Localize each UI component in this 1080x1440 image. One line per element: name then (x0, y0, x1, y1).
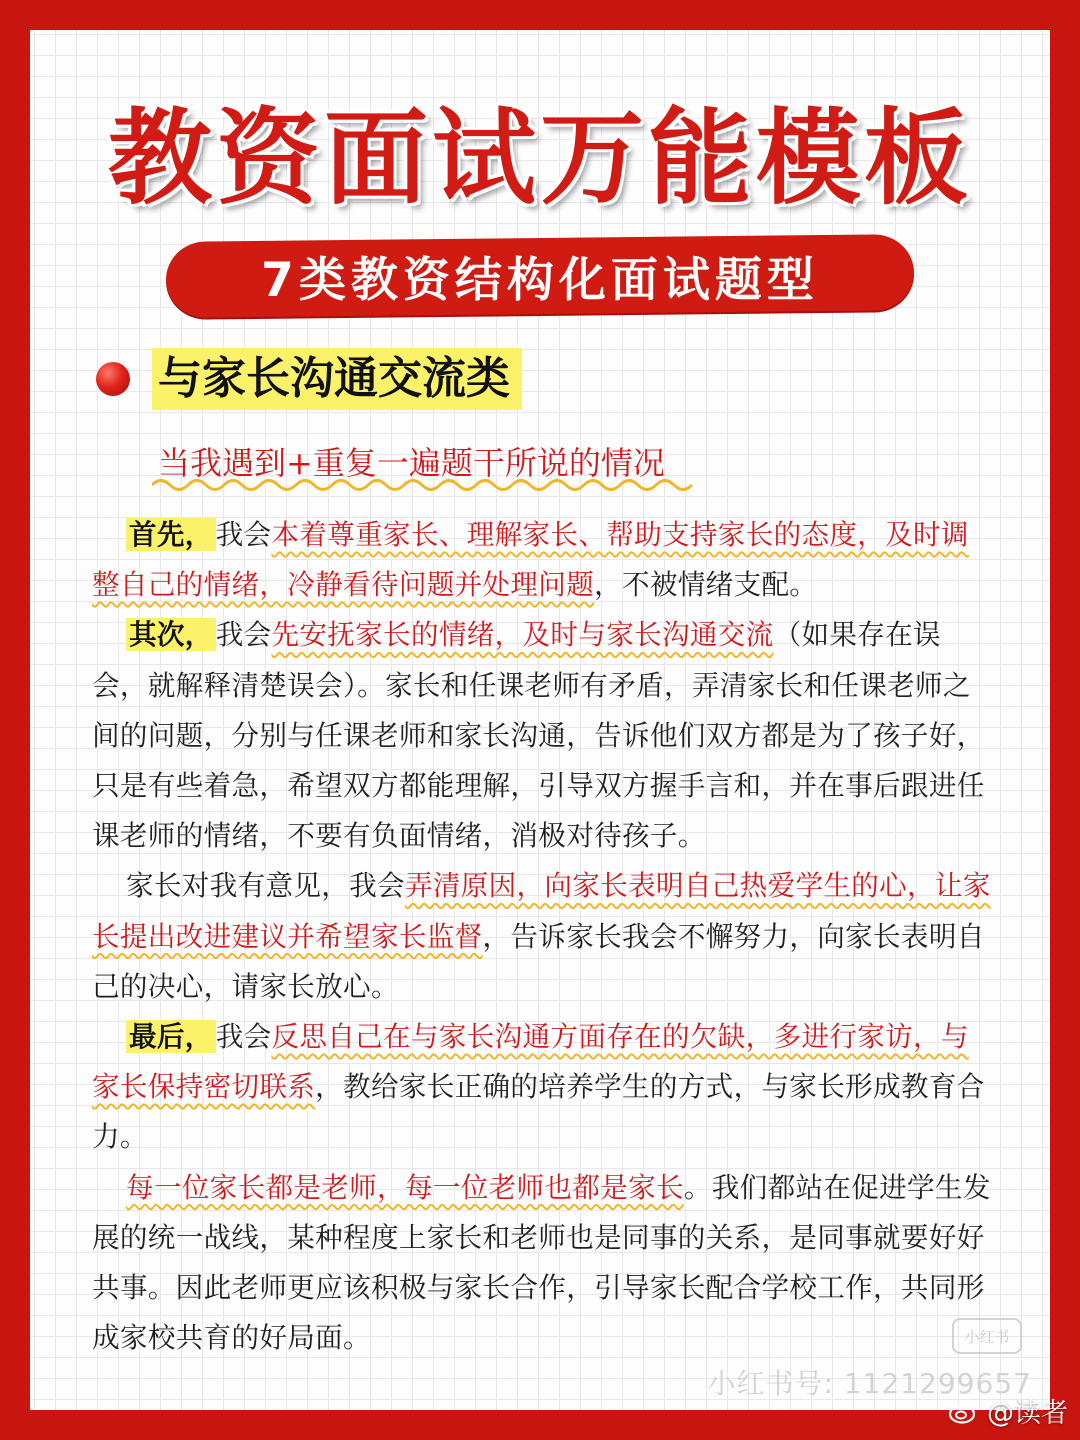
text: ，告诉家长我会不懈努力，向家长表明自己的决心，请家长放心。 (92, 919, 985, 1003)
text: 。我们都站在促进学生发展的统一战线，某种程度上家长和老师也是同事的关系，是同事就要好好共事。因此老师更应该积极与家长合作，引导家长配合学校工作，共同形成家校共育的好局面。 (92, 1170, 991, 1355)
weibo-icon (949, 1398, 981, 1424)
highlighted-text: 每一位家长都是老师，每一位老师也都是家长 (126, 1170, 684, 1204)
paragraph-closing (92, 1163, 992, 1364)
weibo-watermark (949, 1391, 1068, 1430)
text: 我会 (215, 1020, 272, 1054)
subheading: 当我遇到+重复一遍题干所说的情况 (158, 444, 665, 482)
section-heading: 与家长沟通交流类 (152, 348, 522, 410)
text: 家长对我有意见，我会 (126, 869, 405, 903)
red-dot-icon (96, 362, 130, 396)
xiaohongshu-id-watermark: 小红书号: 1121299657 (707, 1367, 1032, 1400)
text: （如果存在误会，就解释清楚误会）。家长和任课老师有矛盾，弄清家长和任课老师之间的问题，分别与任课老师和家长沟通，告诉他们双方都是为了孩子好，只是有些着急，希望双方都能理解，引导双方握手言和，并在事后跟进任课老师的情绪，不要有负面情绪，消极对待孩子。 (92, 618, 985, 853)
highlighted-text: 反思自己在与家长沟通方面存在的欠缺，多进行家访，与家长保持密切联系 (92, 1020, 969, 1104)
body-text (92, 510, 992, 1363)
paragraph-third (92, 861, 992, 1012)
wavy-underline-icon (152, 476, 697, 494)
poster-title: 教资面试万能模板 (107, 97, 972, 219)
banner-label: 7类教资结构化面试题型 (261, 252, 819, 308)
xiaohongshu-watermark-logo: 小红书 (952, 1318, 1022, 1354)
keyword-second: 其次， (126, 618, 216, 651)
paragraph-first (92, 510, 992, 610)
highlighted-text: 本着尊重家长、理解家长、帮助支持家长的态度，及时调整自己的情绪，冷静看待问题并处理问题 (92, 518, 969, 602)
weibo-handle: @读者 (987, 1398, 1068, 1429)
keyword-first: 首先， (126, 518, 216, 551)
keyword-last: 最后， (126, 1020, 216, 1053)
text: 我会 (215, 618, 272, 652)
text: ，教给家长正确的培养学生的方式，与家长形成教育合力。 (92, 1070, 985, 1154)
highlighted-text: 弄清原因，向家长表明自己热爱学生的心，让家长提出改进建议并希望家长监督 (92, 869, 991, 953)
poster-page (30, 30, 1050, 1410)
highlighted-text: 先安抚家长的情绪，及时与家长沟通交流 (271, 618, 774, 652)
paragraph-last (92, 1012, 992, 1163)
text: 我会 (215, 518, 272, 551)
paragraph-second (92, 610, 992, 861)
text: ，不被情绪支配。 (594, 568, 818, 602)
